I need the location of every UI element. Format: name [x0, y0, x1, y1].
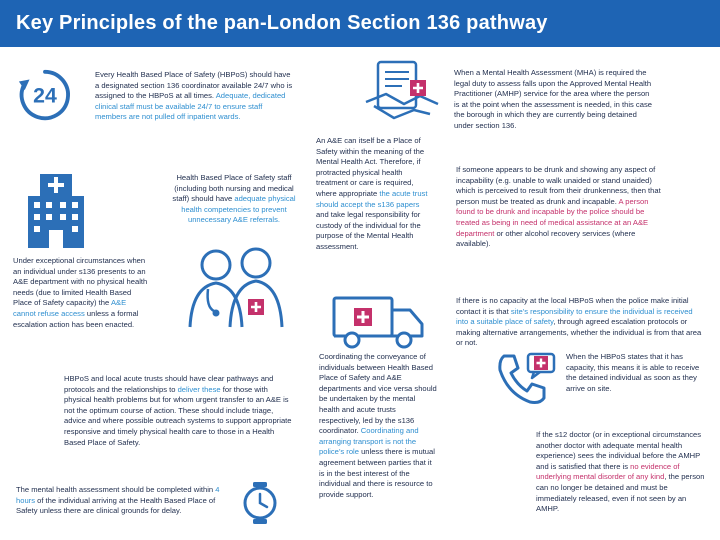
- hbpos-coordinator-text: Every Health Based Place of Safety (HBPoS) should have a designated section 136 coordinator available 24/7 who is assigned to the HBPoS at all times. Adequate, dedicated clinical staff must be available 24/7 to ensure staff members are not pulled off inpatient wards.: [95, 70, 293, 122]
- ae-place-of-safety-text: An A&E can itself be a Place of Safety within the meaning of the Mental Health Act. Therefore, if protracted physical health treatment or care is required, where appropriate the acute trust should accept the s136 papers and take legal responsibility for custody of the individual for the purpose of the Mental Health assessment.: [316, 136, 428, 251]
- title-bar: [0, 0, 720, 47]
- hospital-building-icon: [18, 168, 94, 248]
- no-capacity-text: If there is no capacity at the local HBPoS when the police make initial contact it is that site’s responsibility to ensure the individual is received into a suitable place of safety, through agreed escalation protocols or making alternative arrangements, whether the individual is from that area or not.: [456, 296, 702, 348]
- capacity-meaning-text: When the HBPoS states that it has capacity, this means it is able to receive the detained individual as soon as they arrive on site.: [566, 352, 700, 393]
- four-hours-text: The mental health assessment should be completed within 4 hours of the individual arriving at the Health Based Place of Safety unless there are clinical grounds for delay.: [16, 485, 220, 516]
- svg-text:24: 24: [33, 83, 57, 108]
- 24-hour-icon: [16, 66, 74, 124]
- mha-duty-text: When a Mental Health Assessment (MHA) is required the legal duty to assess falls upon the Approved Mental Health Practitioner (AMHP) service for the area where the person is at the point when the assessment is needed, in this case the borough in which they are currently being detained under section 136.: [454, 68, 652, 130]
- exceptional-circumstances-text: Under exceptional circumstances when an individual under s136 presents to an A&E department with no physical health needs (due to limited Health Based Place of Safety capacity) the A&E cannot refuse access unless a formal escalation action has been enacted.: [13, 256, 148, 329]
- clock-icon: [240, 481, 280, 525]
- s12-doctor-text: If the s12 doctor (or in exceptional circumstances another doctor with adequate mental health experience) sees the individual before the AMHP and is satisfied that there is no evidence of underlying mental disorder of any kind, the person can no longer be detained and must be immediately released, even if not seen by an AMHP.: [536, 430, 705, 514]
- handshake-form-icon: [364, 58, 440, 124]
- doctors-icon: [186, 243, 286, 329]
- ambulance-icon: [330, 292, 426, 350]
- page-title: Key Principles of the pan-London Section 136 pathway: [16, 12, 548, 34]
- hbpos-staff-text: Health Based Place of Safety staff (including both nursing and medical staff) should have adequate physical health competencies to prevent unnecessary A&E referrals.: [172, 173, 296, 225]
- protocols-text: HBPoS and local acute trusts should have clear pathways and protocols and the relationships to deliver these for those with physical health problems but for whom urgent transfer to an A&E is not the optimum course of action. These should include triage, advice and where possible outreach systems to support appropriate responsive and timely physical health care to those in a Health Based Place of Safety.: [64, 374, 292, 447]
- conveyance-text: Coordinating the conveyance of individuals between Health Based Place of Safety and A&E departments and vice versa should be undertaken by the mental health and acute trusts respectively, led by the s136 coordinator. Coordinating and arranging transport is not the police’s role unless there is mutual agreement between parties that it is in the best interest of the individual and there is resource to provide support.: [319, 352, 437, 499]
- phone-call-icon: [496, 352, 560, 408]
- drunk-incapable-text: If someone appears to be drunk and showing any aspect of incapability (e.g. unable to walk unaided or stand unaided) which is perceived to result from their drunkenness, then that person must be treated as drunk and incapable. A person found to be drunk and incapable by the police should be treated as being in need of medical assistance at an A&E department or other alcohol recovery services (where available).: [456, 165, 661, 249]
